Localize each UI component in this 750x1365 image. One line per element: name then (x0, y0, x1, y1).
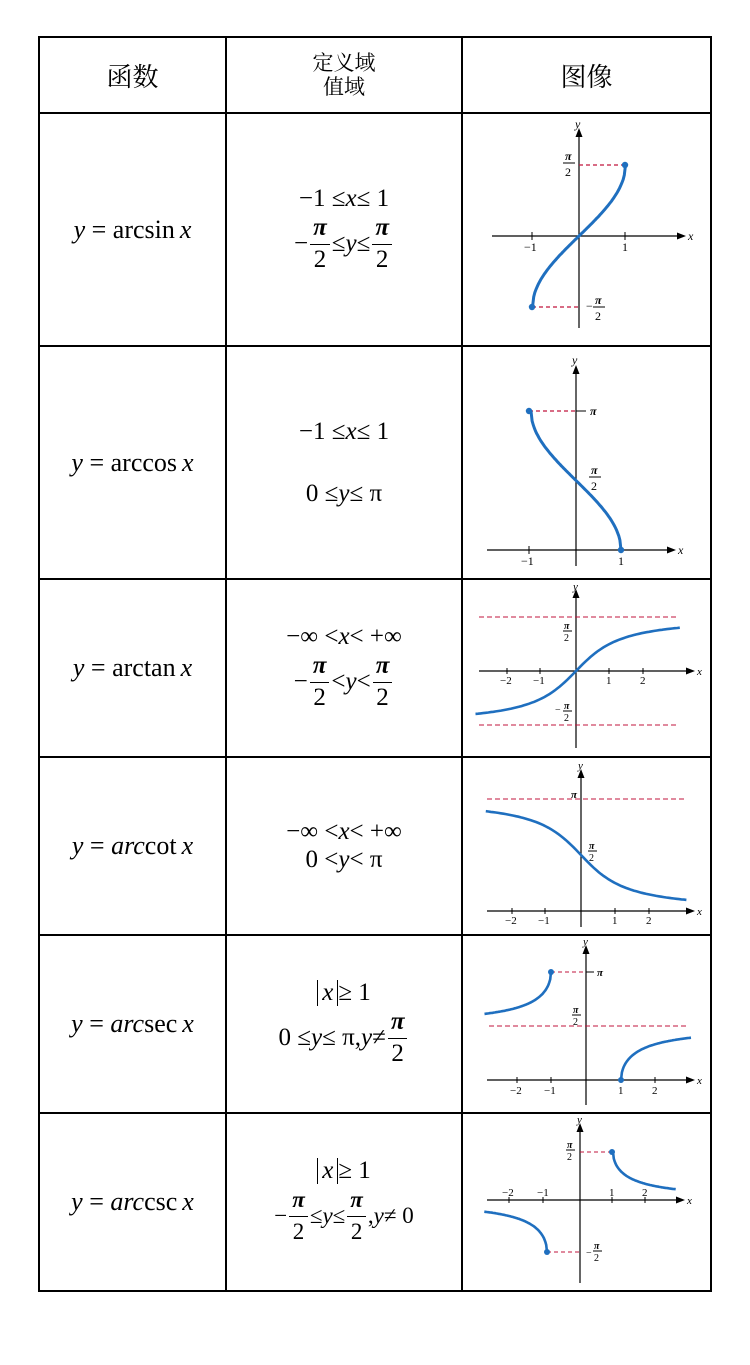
range-formula: − $\frac{\pi}{2}$ ≤ y ≤ $\frac{\pi}{2}$ , y ≠ 0 (274, 1187, 414, 1244)
table-row (39, 346, 711, 579)
header-range: 值域 (323, 75, 365, 99)
svg-text:y: y (571, 352, 577, 367)
svg-text:π: π (588, 841, 594, 852)
svg-text:x: x (677, 542, 683, 557)
svg-text:−1: −1 (520, 553, 534, 568)
svg-text:−2: −2 (504, 915, 517, 927)
function-formula: y = arctan x (72, 653, 193, 682)
svg-text:x: x (696, 1075, 702, 1087)
range-formula: − $\frac{\pi}{2}$ < y < $\frac{\pi}{2}$ (294, 651, 395, 713)
arcsec-curve-right (621, 1038, 691, 1080)
graph-cell (462, 1113, 711, 1291)
domain-range-cell (226, 1113, 462, 1291)
domain-range-cell (226, 113, 462, 346)
domain-formula: −∞ < x < +∞ (286, 818, 402, 845)
svg-text:π: π (566, 1140, 572, 1151)
function-cell (39, 113, 226, 346)
svg-text:−2: −2 (501, 1187, 514, 1199)
inverse-trig-table (38, 36, 712, 1292)
arccsc-curve-right (613, 1152, 676, 1189)
function-formula: y = arccsc x (71, 1187, 194, 1216)
svg-text:1: 1 (608, 1187, 614, 1199)
svg-text:2: 2 (563, 633, 569, 644)
arcsec-graph (469, 936, 705, 1109)
svg-text:π: π (594, 292, 602, 307)
svg-text:1: 1 (611, 915, 617, 927)
svg-text:2: 2 (588, 853, 594, 864)
graph-cell (462, 113, 711, 346)
domain-range-cell (226, 579, 462, 757)
svg-text:−2: −2 (499, 675, 512, 687)
graph-cell (462, 346, 711, 579)
svg-text:y: y (576, 1114, 582, 1126)
svg-text:x: x (686, 1195, 692, 1207)
domain-formula: −1 ≤ x ≤ 1 (298, 417, 390, 445)
domain-range-cell (226, 935, 462, 1113)
domain-formula: x ≥ 1 (317, 1157, 371, 1185)
arcsec-curve-left (484, 972, 551, 1014)
arccos-graph (472, 351, 702, 575)
table-row (39, 579, 711, 757)
svg-text:1: 1 (605, 675, 611, 687)
svg-text:2: 2 (651, 1085, 657, 1097)
svg-text:π: π (563, 621, 569, 632)
function-cell (39, 1113, 226, 1291)
svg-text:π: π (564, 148, 572, 163)
svg-text:2: 2 (645, 915, 651, 927)
arccsc-curve-left (484, 1212, 547, 1252)
svg-text:2: 2 (564, 164, 571, 179)
svg-text:1: 1 (621, 239, 628, 254)
svg-text:π: π (563, 701, 569, 712)
function-cell (39, 935, 226, 1113)
header-row (39, 37, 711, 113)
function-cell (39, 579, 226, 757)
arctan-graph (469, 583, 705, 753)
svg-text:π: π (589, 403, 597, 418)
svg-text:1: 1 (617, 1085, 623, 1097)
svg-text:−1: −1 (537, 915, 550, 927)
svg-text:−: − (585, 1248, 592, 1259)
function-formula: y = arcsec x (71, 1009, 194, 1038)
svg-text:x: x (687, 228, 693, 243)
domain-formula: x ≥ 1 (317, 979, 371, 1007)
graph-cell (462, 579, 711, 757)
svg-text:π: π (590, 462, 598, 477)
svg-text:y: y (574, 116, 580, 131)
svg-text:π: π (593, 1241, 599, 1252)
svg-text:y: y (577, 760, 583, 772)
domain-formula: −∞ < x < +∞ (286, 623, 402, 650)
svg-text:−1: −1 (532, 675, 545, 687)
svg-text:y: y (582, 936, 588, 948)
header-function: 函数 (39, 37, 226, 113)
arccot-curve (485, 811, 686, 900)
header-graph: 图像 (462, 37, 711, 113)
svg-text:2: 2 (594, 308, 601, 323)
svg-text:−2: −2 (509, 1085, 522, 1097)
svg-text:π: π (596, 967, 603, 979)
svg-text:2: 2 (641, 1187, 647, 1199)
svg-text:2: 2 (593, 1253, 599, 1264)
svg-text:2: 2 (590, 478, 597, 493)
range-formula: 0 ≤ y ≤ π (305, 479, 383, 507)
function-formula: y = arcsin x (73, 214, 192, 244)
domain-range-cell (226, 346, 462, 579)
table-row (39, 113, 711, 346)
domain-formula: −1 ≤ x ≤ 1 (298, 184, 390, 212)
graph-cell (462, 935, 711, 1113)
svg-text:2: 2 (566, 1152, 572, 1163)
svg-text:−1: −1 (523, 239, 537, 254)
table-row (39, 757, 711, 935)
svg-text:x: x (696, 906, 702, 918)
svg-text:−1: −1 (543, 1085, 556, 1097)
graph-cell (462, 757, 711, 935)
svg-text:−: − (585, 298, 593, 313)
svg-text:−1: −1 (536, 1187, 549, 1199)
arccot-graph (469, 761, 705, 931)
table-row (39, 935, 711, 1113)
header-domain: 定义域 (312, 51, 376, 75)
arccsc-graph (469, 1114, 705, 1287)
range-formula: 0 ≤ y ≤ π, y ≠ $\frac{\pi}{2}$ (279, 1007, 410, 1069)
function-formula: y = arccos x (71, 447, 194, 477)
svg-text:1: 1 (617, 553, 624, 568)
svg-text:x: x (696, 666, 702, 678)
svg-text:π: π (572, 1005, 578, 1016)
header-domain-range (226, 37, 462, 113)
table-row (39, 1113, 711, 1291)
svg-text:2: 2 (639, 675, 645, 687)
function-cell (39, 757, 226, 935)
arcsin-graph (472, 118, 702, 342)
range-formula: 0 < y < π (305, 846, 383, 873)
svg-text:2: 2 (563, 713, 569, 724)
svg-text:y: y (572, 581, 578, 593)
svg-text:−: − (554, 705, 561, 716)
range-formula: − $\frac{\pi}{2}$ ≤ y ≤ $\frac{\pi}{2}$ (294, 213, 394, 275)
svg-text:2: 2 (572, 1017, 578, 1028)
function-cell (39, 346, 226, 579)
function-formula: y = arccot x (71, 831, 194, 860)
domain-range-cell (226, 757, 462, 935)
svg-text:π: π (570, 789, 577, 801)
